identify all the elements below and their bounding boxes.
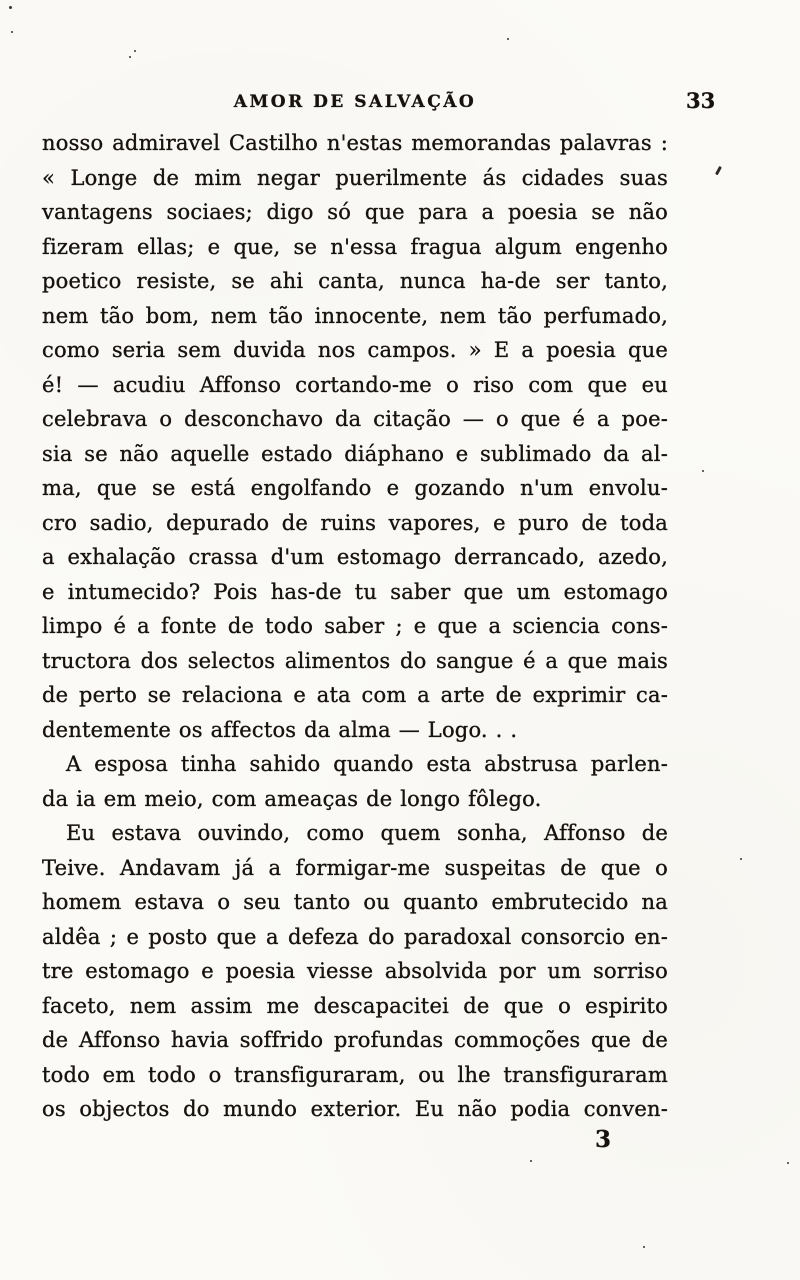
scan-speck (643, 1246, 645, 1248)
text-line: nem tão bom, nem tão innocente, nem tão perfumado, (42, 303, 668, 328)
scan-speck (9, 6, 12, 9)
text-line: todo em todo o transfiguraram, ou lhe transfiguraram (42, 1062, 668, 1087)
text-line: é! — acudiu Affonso cortando-me o riso com que eu (42, 372, 668, 397)
text-line: « Longe de mim negar puerilmente ás cidades suas (42, 165, 668, 190)
text-line: como seria sem duvida nos campos. » E a poesia que (42, 338, 668, 362)
paragraph (42, 126, 668, 747)
text-line: vantagens sociaes; digo só que para a poesia se não (42, 200, 668, 224)
text-line: os objectos do mundo exterior. Eu não podia conven- (42, 1097, 668, 1121)
text-line: dentemente os affectos da alma — Logo. . . (42, 717, 518, 742)
running-title: AMOR DE SALVAÇÃO (233, 92, 477, 112)
text-line: da ia em meio, com ameaças de longo fôlego. (42, 786, 542, 811)
scan-speck (530, 1160, 532, 1162)
scan-speck (507, 38, 509, 40)
text-line: faceto, nem assim me descapacitei de que o espirito (42, 993, 668, 1018)
scan-tick-mark (715, 166, 721, 175)
text-line: sia se não aquelle estado diáphano e sublimado da al- (42, 441, 668, 466)
text-line: Eu estava ouvindo, como quem sonha, Affonso de (66, 821, 668, 845)
text-line: Teive. Andavam já a formigar-me suspeitas de que o (42, 855, 668, 880)
scan-speck (129, 56, 131, 58)
text-line: celebrava o desconchavo da citação — o que é a poe- (42, 407, 668, 431)
text-line: ma, que se está engolfando e gozando n'um envolu- (42, 476, 668, 500)
paragraph (42, 816, 668, 1127)
text-line: homem estava o seu tanto ou quanto embrutecido na (42, 890, 668, 914)
paragraph (42, 747, 668, 816)
text-line: nosso admiravel Castilho n'estas memorandas palavras : (42, 131, 668, 155)
text-line: a exhalação crassa d'um estomago derrancado, azedo, (42, 545, 668, 569)
text-line: cro sadio, depurado de ruins vapores, e puro de toda (42, 510, 668, 535)
text-line: de Affonso havia soffrido profundas commoções que de (42, 1028, 668, 1052)
text-line: fizeram ellas; e que, se n'essa fragua algum engenho (42, 234, 668, 259)
text-line: limpo é a fonte de todo saber ; e que a sciencia cons- (42, 614, 668, 638)
text-line: aldêa ; e posto que a defeza do paradoxal consorcio en- (42, 924, 668, 949)
scan-speck (787, 1162, 789, 1164)
text-line: poetico resiste, se ahi canta, nunca ha-de ser tanto, (42, 269, 668, 293)
text-line: A esposa tinha sahido quando esta abstrusa parlen- (66, 752, 668, 776)
text-line: de perto se relaciona e ata com a arte de exprimir ca- (42, 683, 668, 707)
text-line: tructora dos selectos alimentos do sangue é a que mais (42, 648, 668, 673)
scan-speck (11, 31, 13, 33)
scan-speck (740, 858, 742, 860)
text-block (42, 126, 668, 1127)
text-line: tre estomago e poesia viesse absolvida por um sorriso (42, 959, 668, 983)
signature-mark: 3 (594, 1126, 611, 1153)
scan-speck (702, 470, 704, 472)
text-line: e intumecido? Pois has-de tu saber que um estomago (42, 579, 668, 604)
page-number: 33 (686, 88, 716, 113)
scan-speck (134, 50, 136, 52)
